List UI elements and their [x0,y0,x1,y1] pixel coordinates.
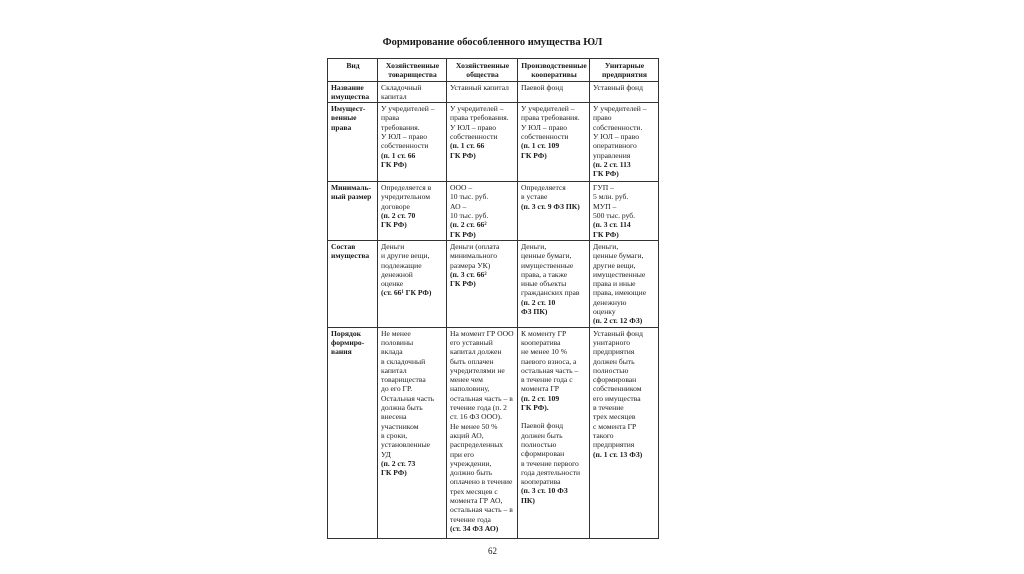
cell-cooperatives [518,103,590,182]
cell-text-line: капитал должен [450,347,502,357]
cell-text-line: 10 тыс. руб. [450,211,489,221]
cell-text-line: половины [381,337,414,347]
cell-text-line: Деньги, [593,241,619,251]
header-cell-unitary: Унитарные предприятия [590,59,659,82]
cell-unitary [590,240,659,327]
legal-reference: ГК РФ) [381,159,407,169]
cell-text-line: другие вещи, [593,260,636,270]
cell-text-line: унитарного [593,337,631,347]
cell-cooperatives [518,182,590,241]
cell-text-line: У ЮЛ – право [521,122,568,132]
cell-text-line: учреждении, [450,458,492,468]
cell-text-line: внесена [381,412,407,422]
legal-reference: (ст. 66¹ ГК РФ) [381,288,432,298]
cell-unitary [590,103,659,182]
cell-text-line: его имущества [593,393,641,403]
legal-reference: ГК РФ) [450,279,476,289]
cell-text-line: право [593,113,612,123]
cell-text-line: учредительном [381,192,431,202]
legal-reference: (п. 2 ст. 109 [521,393,560,403]
legal-reference: (п. 2 ст. 70 [381,211,416,221]
legal-reference: (п. 2 ст. 113 [593,159,631,169]
legal-reference: (п. 3 ст. 66² [450,269,487,279]
cell-text-line: собственности [381,141,429,151]
cell-text-line: собственности. [593,122,643,132]
legal-reference: (п. 3 ст. 10 ФЗ [521,486,568,496]
cell-text-line: должен быть [593,356,635,366]
legal-reference: (п. 2 ст. 12 ФЗ) [593,316,643,326]
document-title: Формирование обособленного имущества ЮЛ [382,37,603,48]
cell-text-line: сформирован [593,375,637,385]
cell-text-line: имущественные [593,269,646,279]
cell-text-line: Паевой фонд [521,82,564,92]
cell-text-line: подлежащие [381,260,422,270]
cell-text-line: У учредителей – [593,104,647,114]
cell-text-line: 10 тыс. руб. [450,192,489,202]
cell-text-line: предприятия [593,440,635,450]
cell-text-line: Уставный фонд [593,328,643,338]
cell-text-line: с момента ГР [593,421,637,431]
cell-text-line: ГУП – [593,183,614,193]
header-cell-cooperatives: Производственные кооперативы [518,59,590,82]
cell-text-line: течение года (п. 2 [450,403,507,413]
cell-text-line: в течение года с [521,375,573,385]
cell-text-line: паевого взноса, а [521,356,577,366]
cell-text-line: не менее 10 % [521,347,568,357]
cell-text-line: оперативного [593,141,637,151]
cell-text-line: права, имеющие [593,288,647,298]
cell-text-line: денежной [381,269,413,279]
cell-text-line: Определяется [521,183,566,193]
cell-text-line: У учредителей – [521,104,575,114]
cell-text-line: размера УК) [450,260,491,270]
cell-text-line: Определяется в [381,183,432,193]
cell-text-line: МУП – [593,201,617,211]
cell-text-line: установленные [381,440,431,450]
cell-text-line: должна быть [381,403,423,413]
cell-text-line: права [381,113,400,123]
cell-text-line: капитал [381,365,407,375]
cell-cooperatives [518,81,590,103]
cell-companies [447,240,518,327]
row-property-rights [328,103,659,182]
cell-text-line: требования. [381,122,420,132]
header-cell-companies: Хозяйственные общества [447,59,518,82]
legal-reference: (ст. 34 ФЗ АО) [450,523,499,533]
cell-text-line: Деньги [381,241,405,251]
legal-reference: (п. 3 ст. 114 [593,220,631,230]
cell-text-line: собственности [521,132,569,142]
cell-text-line: менее чем [450,375,483,385]
cell-cooperatives [518,240,590,327]
cell-text-line: должен быть [521,430,563,440]
cell-text-line: ценные бумаги, [593,251,644,261]
cell-companies [447,182,518,241]
cell-text-line: собственником [593,384,642,394]
cell-text-line: Паевой фонд [521,421,564,431]
legal-reference: ГК РФ) [593,169,619,179]
cell-text-line: вклада [381,347,403,357]
cell-text-line: договоре [381,201,410,211]
cell-text-line: имущественные [521,260,574,270]
cell-text-line: Деньги (оплата [450,241,500,251]
cell-text-line: Уставный капитал [450,82,509,92]
cell-text-line: сформирован [521,449,565,459]
cell-text-line: Складочный капитал [381,82,422,101]
legal-reference: ГК РФ) [450,229,476,239]
cell-companies [447,103,518,182]
cell-text-line: 500 тыс. руб. [593,211,636,221]
cell-text-line: К моменту ГР [521,328,567,338]
cell-text-line: собственности [450,132,498,142]
cell-text-line: права, а также [521,269,568,279]
header-cell-partnerships: Хозяйственные товарищества [378,59,447,82]
cell-text-line: должно быть [450,468,493,478]
cell-companies [447,81,518,103]
legal-reference: (п. 1 ст. 109 [521,141,560,151]
cell-text-line: 5 млн. руб. [593,192,629,202]
cell-text-line: полностью [593,365,629,375]
legal-reference: (п. 1 ст. 66 [450,141,485,151]
cell-partnerships [378,240,447,327]
cell-text-line: момента ГР [521,384,559,394]
header-cell-type: Вид [328,59,378,82]
cell-text-line: Не менее 50 % [450,421,498,431]
cell-text-line: такого [593,430,614,440]
cell-text-line: оценку [593,307,616,317]
cell-text-line: Не менее [381,328,411,338]
cell-text-line: права требования. [521,113,580,123]
cell-text-line: до его ГР. [381,384,413,394]
cell-text-line: АО – [450,201,467,211]
legal-reference: ПК) [521,495,535,505]
row-label: Состав имущества [328,240,378,327]
legal-reference: (п. 2 ст. 73 [381,458,416,468]
cell-text-line: Уставный фонд [593,82,643,92]
cell-text-line: ст. 16 ФЗ ООО). [450,412,502,422]
cell-text-line: наполовину, [450,384,490,394]
cell-text-line: денежную [593,297,627,307]
cell-text-line: момента ГР АО, [450,495,503,505]
cell-partnerships [378,103,447,182]
cell-text-line: в уставе [521,192,548,202]
cell-text-line: течение года [450,514,491,524]
cell-text-line: предприятия [593,347,635,357]
legal-reference: (п. 2 ст. 66² [450,220,487,230]
cell-text-line: Остальная часть [381,393,435,403]
cell-unitary [590,327,659,538]
row-property-name [328,81,659,103]
cell-text-line: иные объекты [521,279,567,289]
cell-text-line: минимального [450,251,498,261]
cell-text-line: оплачено в течение [450,477,513,487]
cell-text-line: в сроки, [381,430,408,440]
cell-text-line: остальная часть – [521,365,579,375]
cell-text-line: учредителями не [450,365,505,375]
cell-text-line: оценке [381,279,404,289]
cell-text-line: кооператива [521,337,561,347]
cell-text-line: трех месяцев с [450,486,498,496]
paragraph-gap [521,412,587,421]
cell-text-line: У ЮЛ – право [593,132,640,142]
cell-text-line: права требования. [450,113,509,123]
legal-reference: ГК РФ) [381,220,407,230]
cell-text-line: У учредителей – [381,104,435,114]
row-label: Имущест-венные права [328,103,378,182]
cell-text-line: У ЮЛ – право [381,132,428,142]
row-label: Минималь-ный размер [328,182,378,241]
cell-cooperatives [518,327,590,538]
cell-text-line: и другие вещи, [381,251,430,261]
cell-text-line: при его [450,449,474,459]
cell-unitary [590,182,659,241]
cell-text-line: в течение первого [521,458,579,468]
cell-text-line: его уставный [450,337,493,347]
legal-reference: ФЗ ПК) [521,307,548,317]
legal-reference: ГК РФ). [521,403,549,413]
cell-text-line: На момент ГР ООО [450,328,514,338]
cell-text-line: остальная часть – в [450,505,513,515]
row-property-composition [328,240,659,327]
cell-text-line: акций АО, [450,430,484,440]
cell-text-line: ценные бумаги, [521,251,572,261]
legal-reference: ГК РФ) [381,468,407,478]
cell-companies [447,327,518,538]
page-number: 62 [488,546,497,556]
cell-text-line: участником [381,421,419,431]
cell-text-line: года деятельности [521,467,581,477]
cell-text-line: кооператива [521,477,561,487]
cell-text-line: товарищества [381,375,426,385]
row-minimum-size [328,182,659,241]
cell-text-line: ООО – [450,183,473,193]
legal-reference: (п. 3 ст. 9 ФЗ ПК) [521,201,580,211]
cell-text-line: Деньги, [521,241,547,251]
cell-text-line: гражданских прав [521,288,580,298]
cell-text-line: быть оплачен [450,356,494,366]
legal-reference: (п. 2 ст. 10 [521,297,556,307]
cell-text-line: в течение [593,403,624,413]
legal-reference: ГК РФ) [593,229,619,239]
cell-partnerships [378,81,447,103]
cell-text-line: У учредителей – [450,104,504,114]
cell-unitary [590,81,659,103]
cell-text-line: управления [593,150,631,160]
cell-text-line: распределенных [450,440,504,450]
cell-text-line: У ЮЛ – право [450,122,497,132]
cell-text-line: УД [381,449,391,459]
row-label: Порядок формиро-вания [328,327,378,538]
table-header-row [328,59,659,82]
property-formation-table [327,58,659,539]
row-formation-procedure [328,327,659,538]
legal-reference: (п. 1 ст. 13 ФЗ) [593,449,643,459]
cell-partnerships [378,327,447,538]
legal-reference: ГК РФ) [521,150,547,160]
cell-partnerships [378,182,447,241]
legal-reference: ГК РФ) [450,150,476,160]
cell-text-line: трех месяцев [593,412,636,422]
legal-reference: (п. 1 ст. 66 [381,150,416,160]
row-label: Название имущества [328,81,378,103]
cell-text-line: права и иные [593,279,636,289]
cell-text-line: остальная часть – в [450,393,513,403]
cell-text-line: полностью [521,439,557,449]
cell-text-line: в складочный [381,356,426,366]
